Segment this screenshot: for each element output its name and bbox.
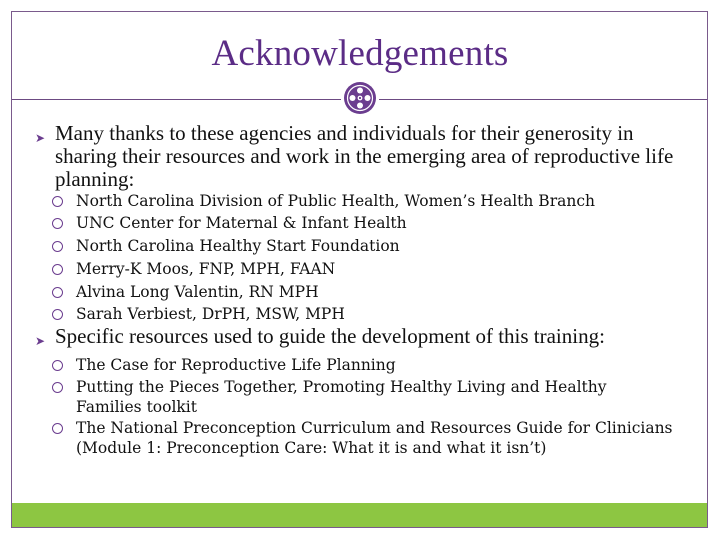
list-item: Merry-K Moos, FNP, MPH, FAAN <box>76 259 335 279</box>
list-item: UNC Center for Maternal & Infant Health <box>76 213 407 233</box>
divider-left <box>12 99 341 100</box>
divider-right <box>379 99 707 100</box>
circle-bullet-icon <box>52 287 63 298</box>
circle-bullet-icon <box>52 196 63 207</box>
list-item: The National Preconception Curriculum and Resources Guide for Clinicians (Module 1: Preconception Care: What it is and what it isn’t) <box>76 418 676 458</box>
footer-bar <box>12 503 707 527</box>
flower-emblem-icon <box>343 81 377 115</box>
circle-bullet-icon <box>52 382 63 393</box>
list-item: North Carolina Division of Public Health, Women’s Health Branch <box>76 191 595 211</box>
list-item: Sarah Verbiest, DrPH, MSW, MPH <box>76 304 345 324</box>
list-item: The Case for Reproductive Life Planning <box>76 355 676 375</box>
bullet-resources-text: Specific resources used to guide the development of this training: <box>55 324 605 348</box>
circle-bullet-icon <box>52 218 63 229</box>
arrow-bullet-icon: ➤ <box>35 334 46 348</box>
bullet-thanks-text: Many thanks to these agencies and individuals for their generosity in sharing their resources and work in the emerging area of reproductive life planning: <box>55 121 674 191</box>
list-item: Putting the Pieces Together, Promoting Healthy Living and Healthy Families toolkit <box>76 377 676 417</box>
bullet-thanks <box>35 121 695 191</box>
circle-bullet-icon <box>52 423 63 434</box>
slide-title: Acknowledgements <box>211 33 509 74</box>
circle-bullet-icon <box>52 264 63 275</box>
arrow-bullet-icon: ➤ <box>35 131 46 145</box>
circle-bullet-icon <box>52 241 63 252</box>
circle-bullet-icon <box>52 360 63 371</box>
bullet-resources <box>35 324 715 348</box>
circle-bullet-icon <box>52 309 63 320</box>
list-item: North Carolina Healthy Start Foundation <box>76 236 400 256</box>
list-item: Alvina Long Valentin, RN MPH <box>76 282 319 302</box>
